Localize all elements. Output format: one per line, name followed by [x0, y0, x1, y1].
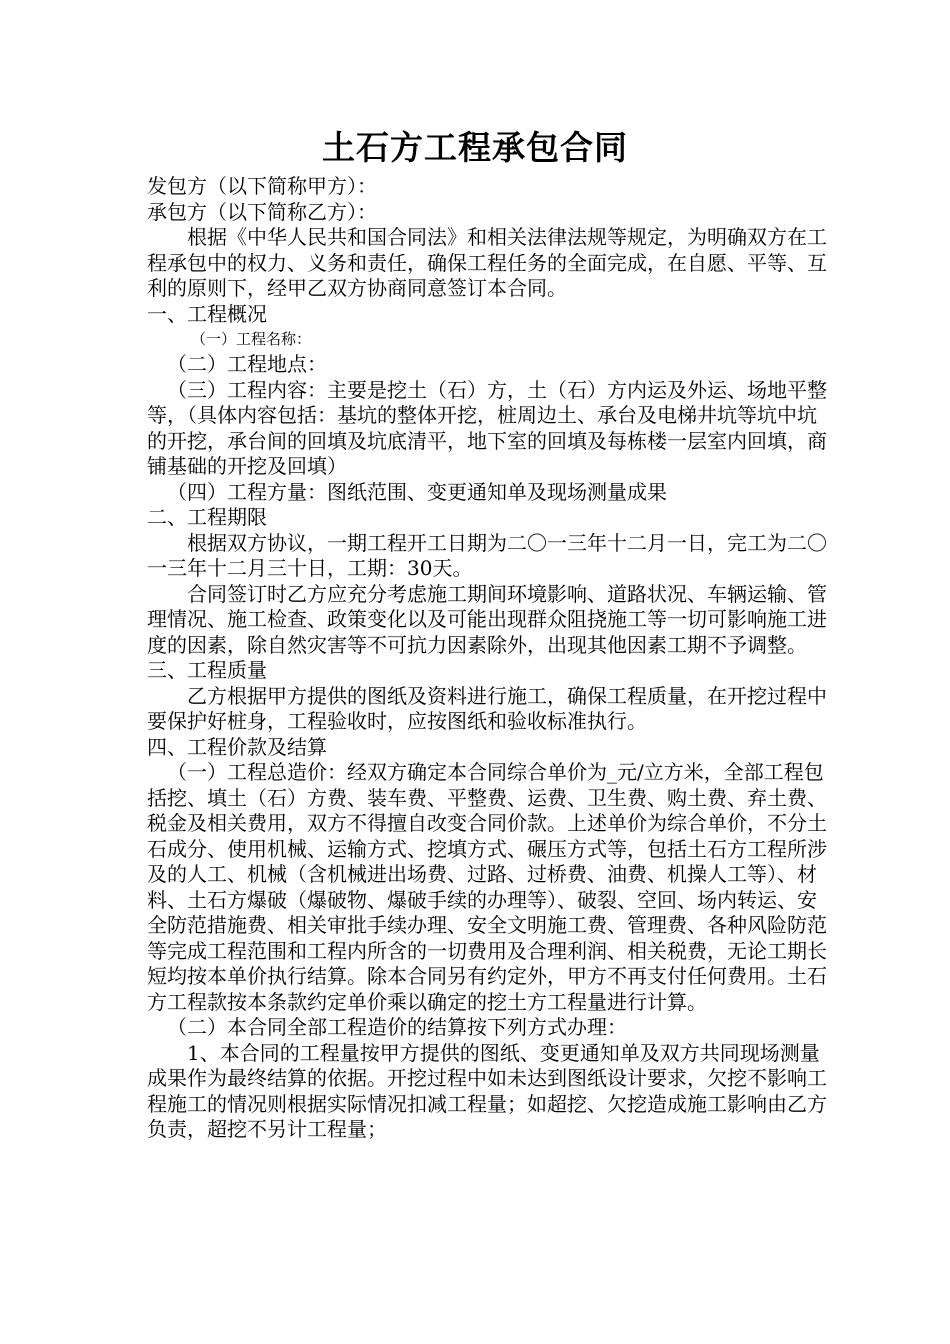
intro-paragraph: 根据《中华人民共和国合同法》和相关法律法规等规定，为明确双方在工程承包中的权力、义务和责任，确保工程任务的全面完成，在自愿、平等、互利的原则下，经甲乙双方协商同意签订本合同。	[147, 225, 827, 300]
total-price-paragraph: （一）工程总造价：经双方确定本合同综合单价为_元/立方米，全部工程包括挖、填土（石）方费、装车费、平整费、运费、卫生费、购土费、弃土费、税金及相关费用，双方不得擅自改变合同价款。上述单价为综合单价，不分土石成分、使用机械、运输方式、挖填方式、碾压方式等，包括土石方工程所涉及的人工、机械（含机械进出场费、过路、过桥费、油费、机操人工等）、材料、土石方爆破（爆破物、爆破手续的办理等）、破裂、空回、场内转运、安全防范措施费、相关审批手续办理、安全文明施工费、管理费、各种风险防范等完成工程范围和工程内所含的一切费用及合理利润、相关税费，无论工期长短均按本单价执行结算。除本合同另有约定外，甲方不再支付任何费用。土石方工程款按本条款约定单价乘以确定的挖土方工程量进行计算。	[147, 760, 827, 1014]
party-b-line: 承包方（以下简称乙方）：	[147, 199, 377, 224]
project-name-line: （一）工程名称：	[191, 330, 312, 348]
section-2-heading: 二、工程期限	[147, 505, 267, 529]
party-a-line: 发包方（以下简称甲方）：	[147, 174, 377, 198]
section-3-heading: 三、工程质量	[147, 658, 267, 682]
project-content-paragraph: （三）工程内容：主要是挖土（石）方，土（石）方内运及外运、场地平整等，（具体内容包括：基坑的整体开挖，桩周边土、承台及电梯井坑等坑中坑的开挖，承台间的回填及坑底清平，地下室的回填及每栋楼一层室内回填，商铺基础的开挖及回填）	[147, 377, 827, 478]
settlement-item-1-paragraph: 1、本合同的工程量按甲方提供的图纸、变更通知单及双方共同现场测量成果作为最终结算的依据。开挖过程中如未达到图纸设计要求，欠挖不影响工程施工的情况则根据实际情况扣减工程量；如超挖、欠挖造成施工影响由乙方负责，超挖不另计工程量；	[147, 1040, 827, 1141]
schedule-factors-paragraph: 合同签订时乙方应充分考虑施工期间环境影响、道路状况、车辆运输、管理情况、施工检查、政策变化以及可能出现群众阻挠施工等一切可影响施工进度的因素，除自然灾害等不可抗力因素除外，出现其他因素工期不予调整。	[147, 581, 827, 657]
schedule-paragraph: 根据双方协议，一期工程开工日期为二〇一三年十二月一日，完工为二〇一三年十二月三十日，工期：30天。	[147, 530, 827, 580]
document-body	[147, 174, 827, 1143]
section-4-heading: 四、工程价款及结算	[147, 734, 327, 759]
document-title: 土石方工程承包合同	[322, 128, 628, 167]
section-1-heading: 一、工程概况	[147, 301, 267, 326]
settlement-method-line: （二）本合同全部工程造价的结算按下列方式办理：	[167, 1015, 627, 1039]
project-quantity-line: （四）工程方量：图纸范围、变更通知单及现场测量成果	[167, 479, 667, 504]
quality-paragraph: 乙方根据甲方提供的图纸及资料进行施工，确保工程质量，在开挖过程中要保护好桩身，工程验收时，应按图纸和验收标准执行。	[147, 683, 827, 733]
project-location-line: （二）工程地点：	[167, 352, 327, 376]
